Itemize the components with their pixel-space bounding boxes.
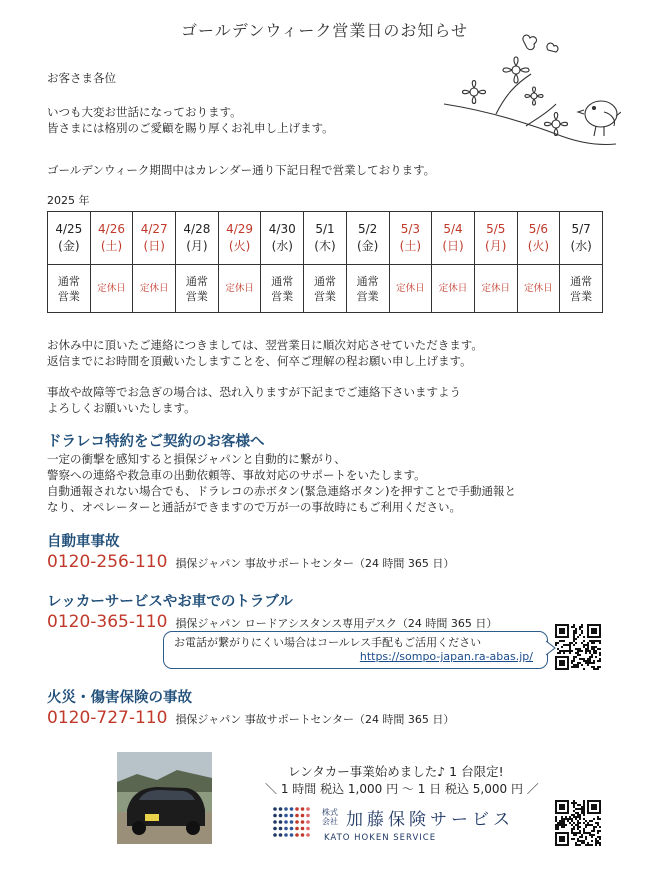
status-text: 定休日 [396,283,425,294]
calendar-status-cell [517,265,560,313]
date: 5/6 [528,222,549,236]
status-text: 通常 [356,274,379,288]
calendar-status-cell [346,265,389,313]
status-text: 定休日 [139,283,169,294]
status-text: 通常 [185,274,208,288]
date: 4/30 [268,222,296,236]
phone-desc-car-accident: 損保ジャパン 事故サポートセンター（24 時間 365 日） [175,557,455,570]
calendar-date-cell [346,212,389,265]
reply-note-1: お休み中に頂いたご連絡につきましては、翌営業日に順次対応させていただきます。 [47,338,483,352]
calendar-status-cell [218,265,261,313]
year-label: 2025 年 [47,194,90,207]
calendar-date-cell [560,212,603,265]
status-text: 定休日 [97,283,126,294]
day-of-week: (金) [58,239,80,253]
status-text: 営業 [271,289,294,303]
phone-tow[interactable]: 0120-365-110 [47,612,168,632]
day-of-week: (金) [356,239,379,253]
greeting: お客さま各位 [47,71,116,85]
calendar-status-cell [261,265,304,313]
day-of-week: (月) [186,239,208,253]
phone-desc-tow: 損保ジャパン ロードアシスタンス専用デスク（24 時間 365 日） [175,617,498,630]
day-of-week: (日) [442,239,464,253]
date: 5/3 [400,222,420,236]
calendar-date-cell [432,212,475,265]
deco-slash-right: ／ [522,782,539,796]
emergency-note-1: 事故や故障等でお急ぎの場合は、恐れ入りますが下記までご連絡下さいますよう [47,385,461,399]
qr-code-icon[interactable] [555,624,601,670]
calendar-date-cell [304,212,347,265]
car-photo [117,752,212,844]
contact-heading-tow: レッカーサービスやお車でのトラブル [47,594,293,610]
calendar-date-cell [261,212,304,265]
intro-line-1: いつも大変お世話になっております。 [47,105,242,119]
date: 5/7 [571,222,591,236]
calendar-date-cell [474,212,517,265]
date: 4/26 [98,222,125,236]
calendar-date-cell [90,212,133,265]
emergency-note-2: よろしくお願いいたします。 [47,401,196,415]
calendar-date-cell [48,212,91,265]
calendar-status-cell [176,265,219,313]
reply-note-2: 返信までにお時間を頂戴いたしますことを、何卒ご理解の程お願い申し上げます。 [47,354,472,368]
company-prefix: 株式会社 [322,808,338,826]
phone-car-accident[interactable]: 0120-256-110 [47,552,168,572]
status-text: 営業 [356,289,379,303]
day-of-week: (土) [399,239,422,253]
status-text: 営業 [185,289,208,303]
status-text: 定休日 [225,283,254,294]
rental-price: 1 時間 税込 1,000 円 〜 1 日 税込 5,000 円 [280,782,523,796]
date: 4/29 [226,222,254,236]
calendar-date-cell [218,212,261,265]
date: 4/25 [55,222,83,236]
date: 5/2 [358,222,378,236]
status-text: 通常 [570,274,593,288]
calendar-status-cell [304,265,347,313]
calendar-status-cell [133,265,176,313]
contact-heading-car-accident: 自動車事故 [47,534,120,550]
calendar-date-cell [389,212,432,265]
date: 5/5 [486,222,506,236]
company-name-en: KATO HOKEN SERVICE [324,833,437,843]
date: 4/27 [140,222,168,236]
day-of-week: (木) [314,239,336,253]
company-name: 加藤保険サービス [346,810,514,830]
status-text: 通常 [313,274,336,288]
dorareco-line-3: 自動通報されない場合でも、ドラレコの赤ボタン(緊急連絡ボタン)を押すことで手動通報と [47,484,516,498]
intro-line-2: 皆さまには格別のご愛顧を賜り厚くお礼申し上げます。 [47,121,334,135]
company-logo-dots-icon [272,806,312,840]
period-note: ゴールデンウィーク期間中はカレンダー通り下記日程で営業しております。 [47,163,436,177]
contact-heading-fire: 火災・傷害保険の事故 [47,690,192,706]
calendar-status-cell [474,265,517,313]
rental-announcement: レンタカー事業始めました♪ 1 台限定! [288,764,504,779]
date: 5/4 [443,222,463,236]
calendar-dates-row [48,212,603,265]
status-text: 営業 [313,289,336,303]
status-text: 定休日 [481,283,510,294]
calendar-status-row [48,265,603,313]
callout-box [163,631,548,669]
day-of-week: (土) [100,239,123,253]
phone-fire[interactable]: 0120-727-110 [47,708,168,728]
date: 4/28 [183,222,211,236]
page-title: ゴールデンウィーク営業日のお知らせ [181,21,468,40]
callout-url-link[interactable]: https://sompo-japan.ra-abas.jp/ [359,650,533,663]
cherry-blossom-bird-icon [436,34,621,159]
calendar-date-cell [517,212,560,265]
calendar-status-cell [432,265,475,313]
calendar-date-cell [133,212,176,265]
day-of-week: (火) [228,239,251,253]
calendar-table [47,211,603,313]
day-of-week: (火) [527,239,550,253]
deco-slash-left: ＼ [265,782,281,796]
status-text: 営業 [57,289,80,303]
dorareco-line-2: 警察への連絡や救急車の出動依頼等、事故対応のサポートをいたします。 [47,468,426,482]
qr-code-icon-footer[interactable] [555,800,601,846]
day-of-week: (水) [271,239,293,253]
status-text: 通常 [57,274,80,288]
day-of-week: (水) [570,239,592,253]
status-text: 定休日 [438,283,468,294]
callout-text: お電話が繋がりにくい場合はコールレス手配もご活用ください [174,636,482,649]
phone-desc-fire: 損保ジャパン 事故サポートセンター（24 時間 365 日） [175,713,455,726]
day-of-week: (月) [485,239,507,253]
rental-price-row [265,780,539,797]
calendar-status-cell [48,265,91,313]
calendar-date-cell [176,212,219,265]
calendar-status-cell [389,265,432,313]
status-text: 定休日 [524,283,553,294]
day-of-week: (日) [143,239,165,253]
dorareco-line-4: なり、オペレーターと通話ができますので万が一の事故時にもご利用ください。 [47,500,461,514]
status-text: 通常 [271,274,294,288]
calendar-status-cell [560,265,603,313]
dorareco-heading: ドラレコ特約をご契約のお客様へ [47,434,265,450]
calendar-status-cell [90,265,133,313]
status-text: 営業 [570,289,593,303]
dorareco-line-1: 一定の衝撃を感知すると損保ジャパンと自動的に繋がり、 [47,452,346,466]
date: 5/1 [315,222,335,236]
